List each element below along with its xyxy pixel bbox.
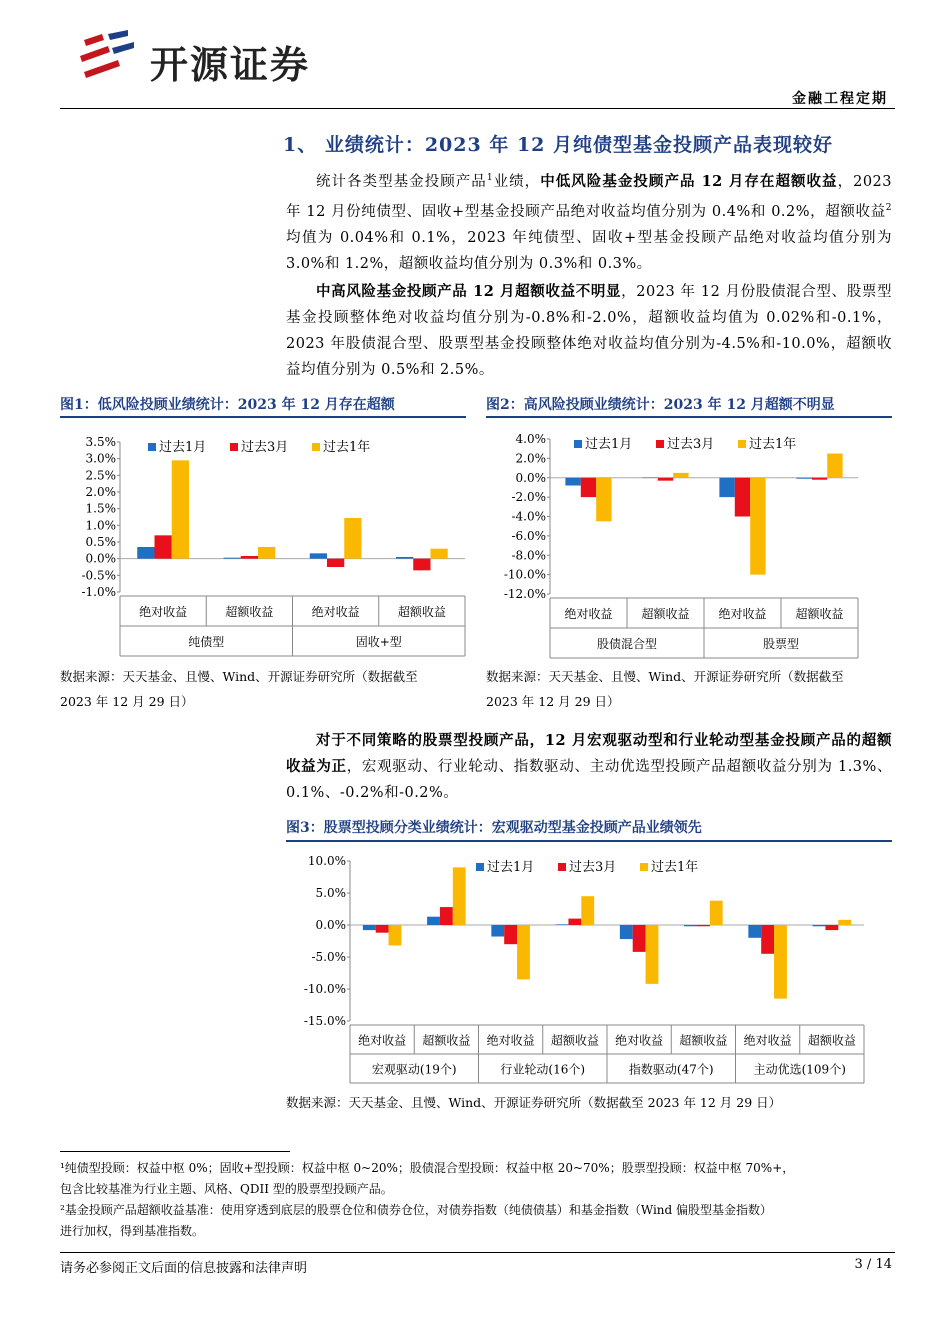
footnote-2: ²基金投顾产品超额收益基准：使用穿透到底层的股票仓位和债券仓位，对债券指数（纯债债基）和基金指数（Wind 偏股型基金指数） bbox=[60, 1203, 773, 1217]
bar-1 bbox=[363, 925, 376, 930]
legend-label-3: 过去1年 bbox=[651, 860, 699, 875]
bar-1 bbox=[620, 925, 633, 939]
bar-2 bbox=[440, 907, 453, 925]
bar-2 bbox=[812, 478, 827, 480]
footer-disclaimer: 请务必参阅正文后面的信息披露和法律声明 bbox=[60, 1261, 308, 1276]
group-label: 股债混合型 bbox=[596, 637, 658, 651]
group-label: 行业轮动(16个) bbox=[500, 1062, 586, 1077]
bar-2 bbox=[697, 925, 710, 926]
paragraph-3 bbox=[286, 728, 892, 806]
bar-2 bbox=[413, 559, 430, 571]
footnote-rule bbox=[60, 1151, 290, 1152]
bar-3 bbox=[453, 867, 466, 925]
y-tick-label: -5.0% bbox=[311, 950, 346, 964]
fig1-chart bbox=[60, 425, 470, 660]
y-tick-label: 10.0% bbox=[307, 854, 346, 868]
category-label: 绝对收益 bbox=[564, 607, 613, 621]
legend-label-1: 过去1月 bbox=[487, 860, 535, 875]
bar-3 bbox=[596, 478, 611, 522]
bar-3 bbox=[673, 473, 688, 478]
y-tick-label: 1.0% bbox=[85, 518, 116, 533]
page-number: 3 / 14 bbox=[854, 1257, 892, 1272]
bar-3 bbox=[389, 925, 402, 945]
y-tick-label: 1.5% bbox=[85, 501, 116, 516]
y-tick-label: -2.0% bbox=[511, 490, 546, 505]
category-label: 超额收益 bbox=[397, 605, 446, 619]
legend-label-2: 过去3月 bbox=[569, 860, 617, 875]
y-tick-label: 0.0% bbox=[85, 551, 116, 566]
y-tick-label: -10.0% bbox=[303, 982, 346, 996]
legend-swatch-1 bbox=[574, 440, 582, 448]
footnote-1b: 包含比较基准为行业主题、风格、QDII 型的股票型投顾产品。 bbox=[60, 1182, 393, 1196]
y-tick-label: -0.5% bbox=[81, 568, 116, 583]
category-label: 绝对收益 bbox=[358, 1033, 407, 1048]
legend-label-2: 过去3月 bbox=[667, 437, 715, 452]
legend-swatch-3 bbox=[640, 863, 648, 871]
bar-3 bbox=[258, 547, 275, 559]
y-tick-label: 0.5% bbox=[85, 535, 116, 549]
brand-name: 开源证券 bbox=[150, 43, 311, 87]
footnotes bbox=[60, 1158, 900, 1242]
bar-3 bbox=[172, 460, 189, 558]
paragraph-1 bbox=[286, 165, 892, 277]
fig1-source bbox=[60, 664, 470, 714]
y-tick-label: -10.0% bbox=[503, 567, 546, 582]
y-tick-label: 0.0% bbox=[515, 470, 546, 485]
legend-swatch-1 bbox=[476, 863, 484, 871]
bar-3 bbox=[750, 478, 765, 575]
y-tick-label: 0.0% bbox=[315, 918, 346, 932]
para3-bold: 对于不同策略的股票型投顾产品，12 月宏观驱动型和行业轮动型基金投顾产品的超额收益为正 bbox=[286, 732, 892, 775]
footer-rule bbox=[60, 1252, 895, 1253]
bar-3 bbox=[581, 896, 594, 925]
header-rule bbox=[60, 108, 895, 109]
bar-2 bbox=[568, 919, 581, 925]
bar-1 bbox=[719, 478, 734, 497]
bar-1 bbox=[684, 925, 697, 926]
legend-label-3: 过去1年 bbox=[323, 440, 371, 455]
logo-mark-icon bbox=[78, 30, 136, 80]
fig3-chart bbox=[286, 848, 892, 1086]
category-label: 超额收益 bbox=[422, 1033, 471, 1048]
category-label: 超额收益 bbox=[641, 607, 690, 621]
group-label: 宏观驱动(19个) bbox=[371, 1062, 457, 1077]
bar-2 bbox=[504, 925, 517, 944]
para1-rest-b: 均值为 0.04%和 0.1%，2023 年纯债型、固收+型基金投顾产品绝对收益均值分别为 3.0%和 1.2%，超额收益均值分别为 0.3%和 0.3%。 bbox=[286, 229, 892, 272]
legend-swatch-3 bbox=[312, 443, 320, 451]
y-tick-label: 4.0% bbox=[515, 432, 546, 446]
bar-2 bbox=[241, 556, 258, 559]
brand-logo bbox=[78, 30, 136, 80]
fig1-title: 图1：低风险投顾业绩统计：2023 年 12 月存在超额 bbox=[60, 397, 395, 413]
bar-1 bbox=[813, 925, 826, 926]
group-label: 纯债型 bbox=[188, 635, 225, 649]
legend-swatch-2 bbox=[656, 440, 664, 448]
fig1-source-line1: 数据来源：天天基金、且慢、Wind、开源证券研究所（数据截至 bbox=[60, 669, 418, 684]
y-tick-label: 3.5% bbox=[85, 435, 116, 449]
fig1-source-line2: 2023 年 12 月 29 日） bbox=[60, 694, 194, 709]
legend-swatch-1 bbox=[148, 443, 156, 451]
bar-1 bbox=[137, 547, 154, 559]
bar-2 bbox=[658, 478, 673, 481]
paragraph-2 bbox=[286, 279, 892, 383]
bar-3 bbox=[431, 549, 448, 559]
para3-rest: ，宏观驱动、行业轮动、指数驱动、主动优选型投顾产品超额收益分别为 1.3%、0.1%、-0.2%和-0.2%。 bbox=[286, 759, 892, 801]
legend-label-3: 过去1年 bbox=[749, 437, 797, 452]
para1-rest-a: ，2023 年 12 月份纯债型、固收+型基金投顾产品绝对收益均值分别为 0.4%和 0.2%，超额收益 bbox=[286, 173, 892, 220]
category-label: 绝对收益 bbox=[311, 605, 360, 619]
fig3-source: 数据来源：天天基金、且慢、Wind、开源证券研究所（数据截至 2023 年 12 月 29 日） bbox=[286, 1095, 782, 1110]
bar-2 bbox=[825, 925, 838, 930]
category-label: 超额收益 bbox=[550, 1033, 599, 1048]
para1-bold: 中低风险基金投顾产品 12 月存在超额收益 bbox=[540, 172, 838, 190]
fig3-title: 图3：股票型投顾分类业绩统计：宏观驱动型基金投顾产品业绩领先 bbox=[286, 820, 702, 836]
y-tick-label: 2.5% bbox=[85, 468, 116, 483]
category-label: 绝对收益 bbox=[486, 1033, 535, 1048]
category-label: 超额收益 bbox=[679, 1033, 728, 1048]
bar-1 bbox=[565, 478, 580, 486]
footnote-ref-2: 2 bbox=[885, 202, 892, 213]
fig3-title-rule bbox=[286, 840, 892, 842]
bar-1 bbox=[310, 553, 327, 558]
category-label: 超额收益 bbox=[807, 1033, 856, 1048]
category-label: 超额收益 bbox=[795, 607, 844, 621]
y-tick-label: 2.0% bbox=[85, 485, 116, 499]
category-label: 绝对收益 bbox=[615, 1033, 664, 1048]
footnote-2b: 进行加权，得到基准指数。 bbox=[60, 1224, 205, 1238]
para2-rest: ，2023 年 12 月份股债混合型、股票型基金投顾整体绝对收益均值分别为-0.8%和-2.0%，超额收益均值为 0.02%和-0.1%，2023 年股债混合型、股票型基金投顾整体绝对收益均值分别为-4.5%和-10.0%，超额收益均值分别为 0.5%和 2.5%。 bbox=[286, 284, 892, 378]
legend-label-1: 过去1月 bbox=[159, 440, 207, 455]
bar-1 bbox=[796, 478, 811, 479]
bar-3 bbox=[774, 925, 787, 999]
bar-1 bbox=[396, 557, 413, 559]
group-label: 固收+型 bbox=[355, 635, 402, 649]
bar-1 bbox=[556, 924, 569, 925]
y-tick-label: 2.0% bbox=[515, 451, 546, 466]
bar-3 bbox=[344, 518, 361, 559]
bar-2 bbox=[735, 478, 750, 517]
bar-1 bbox=[224, 558, 241, 559]
fig2-title-rule bbox=[486, 416, 892, 418]
para2-bold: 中高风险基金投顾产品 12 月超额收益不明显 bbox=[316, 283, 622, 300]
bar-3 bbox=[827, 454, 842, 478]
group-label: 股票型 bbox=[762, 637, 800, 651]
fig2-title: 图2：高风险投顾业绩统计：2023 年 12 月超额不明显 bbox=[486, 397, 835, 413]
footnote-1: ¹纯债型投顾：权益中枢 0%；固收+型投顾：权益中枢 0~20%；股债混合型投顾：权益中枢 20~70%；股票型投顾：权益中枢 70%+， bbox=[60, 1161, 795, 1175]
bar-3 bbox=[517, 925, 530, 979]
legend-swatch-3 bbox=[738, 440, 746, 448]
legend-swatch-2 bbox=[558, 863, 566, 871]
para1-mid: 业绩， bbox=[493, 173, 541, 190]
page-heading: 1、 业绩统计：2023 年 12 月纯债型基金投顾产品表现较好 bbox=[283, 134, 834, 156]
bar-3 bbox=[710, 901, 723, 925]
para1-lead: 统计各类型基金投顾产品 bbox=[316, 173, 487, 190]
category-label: 超额收益 bbox=[225, 605, 274, 619]
legend-label-1: 过去1月 bbox=[585, 437, 633, 452]
category-label: 绝对收益 bbox=[139, 605, 188, 619]
bar-1 bbox=[642, 478, 657, 479]
fig2-source-line2: 2023 年 12 月 29 日） bbox=[486, 694, 620, 709]
bar-2 bbox=[327, 559, 344, 567]
footnote-ref-1: 1 bbox=[486, 173, 494, 183]
bar-1 bbox=[491, 925, 504, 937]
y-tick-label: -12.0% bbox=[503, 587, 546, 601]
category-label: 绝对收益 bbox=[718, 607, 767, 621]
fig2-source-line1: 数据来源：天天基金、且慢、Wind、开源证券研究所（数据截至 bbox=[486, 669, 844, 684]
y-tick-label: 5.0% bbox=[315, 886, 346, 900]
group-label: 指数驱动(47个) bbox=[628, 1062, 714, 1077]
fig1-title-rule bbox=[60, 416, 466, 418]
bar-2 bbox=[376, 925, 389, 933]
fig2-source bbox=[486, 664, 896, 714]
bar-2 bbox=[761, 925, 774, 954]
bar-2 bbox=[633, 925, 646, 952]
y-tick-label: -8.0% bbox=[511, 548, 546, 563]
bar-3 bbox=[838, 920, 851, 925]
y-tick-label: -1.0% bbox=[81, 585, 116, 599]
group-label: 主动优选(109个) bbox=[753, 1062, 846, 1077]
y-tick-label: -4.0% bbox=[511, 509, 546, 524]
bar-1 bbox=[748, 925, 761, 938]
bar-3 bbox=[646, 925, 659, 984]
bar-1 bbox=[427, 917, 440, 925]
y-tick-label: 3.0% bbox=[85, 451, 116, 466]
fig2-chart bbox=[486, 425, 896, 660]
bar-2 bbox=[581, 478, 596, 497]
y-tick-label: -15.0% bbox=[303, 1014, 346, 1028]
y-tick-label: -6.0% bbox=[511, 528, 546, 543]
legend-label-2: 过去3月 bbox=[241, 440, 289, 455]
legend-swatch-2 bbox=[230, 443, 238, 451]
section-label: 金融工程定期 bbox=[792, 91, 888, 107]
category-label: 绝对收益 bbox=[743, 1033, 792, 1048]
bar-2 bbox=[155, 535, 172, 558]
